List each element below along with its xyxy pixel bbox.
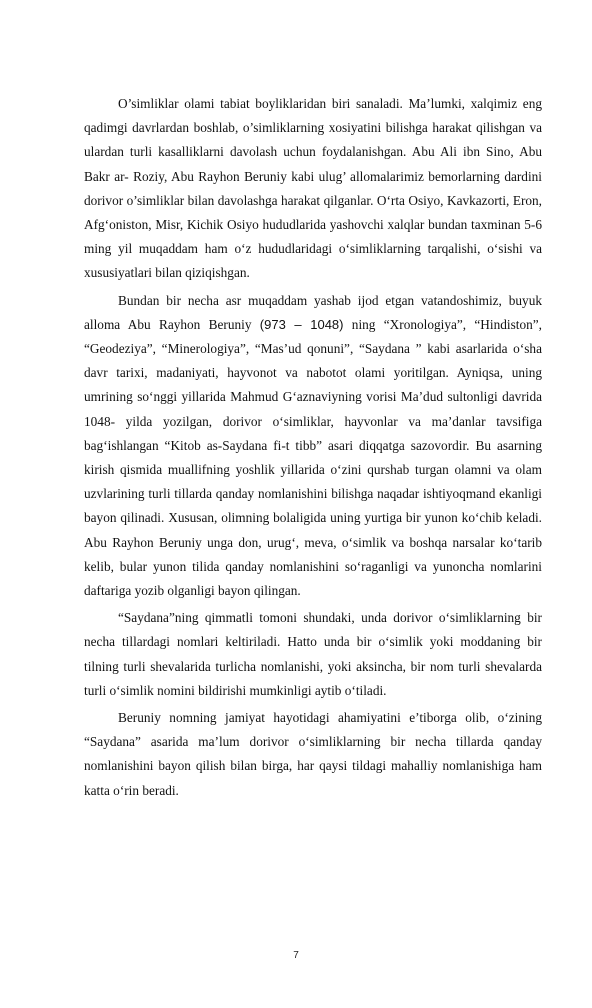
beruniy-years: (973 – 1048)	[259, 316, 344, 332]
paragraph-beruniy-works	[84, 289, 542, 604]
document-body	[84, 92, 542, 803]
paragraph-beruniy-works-rest: ning “Xronologiya”, “Hindiston”, “Geodeziya”, “Minerologiya”, “Mas’ud qonuni”, “Saydana ” kabi asarlarida o‘sha davr tarixi, madaniyati, hayvonot va nabotot olami yoritilgan. Ayniqsa, uning umrining so‘nggi yillarida Mahmud G‘aznaviyning vorisi Ma’dud sultonligi davrida 1048- yilda yozilgan, dorivor o‘simliklar, hayvonlar va ma’danlar tavsifiga bag‘ishlangan “Kitob as-Saydana fi-t tibb” asari diqqatga sazovordir. Bu asarning kirish qismida muallifning yoshlik yillarida o‘zini qurshab turgan olamni va olam uzvlarining turli tillarda qanday nomlanishini bilishga naqadar ishtiyoqmand ekanligi bayon qilinadi. Xususan, olimning bolaligida uning yurtiga bir yunon ko‘chib keladi. Abu Rayhon Beruniy unga don, urug‘, meva, o‘simlik va boshqa narsalar ko‘tarib kelib, bular yunon tilida qanday nomlanishini so‘raganligi va yunoncha nomlarini daftariga yozib olganligi bayon qilingan.	[84, 316, 542, 599]
paragraph-beruniy-naming: Beruniy nomning jamiyat hayotidagi ahamiyatini e’tiborga olib, o‘zining “Saydana” asarida ma’lum dorivor o‘simliklarning bir necha tillarda qanday nomlanishini bayon qilish bilan birga, har qaysi tildagi mahalliy nomlanishiga ham katta o‘rin beradi.	[84, 710, 542, 798]
page-number: 7	[293, 950, 299, 961]
paragraph-saydana-value: “Saydana”ning qimmatli tomoni shundaki, unda dorivor o‘simliklarning bir necha tillardagi nomlari keltiriladi. Hatto unda bir o‘simlik yoki moddaning bir tilning turli shevalarida turlicha nomlanishi, yoki aksincha, bir nom turli shevalarda turli o‘simlik nomini bildirishi mumkinligi aytib o‘tiladi.	[84, 610, 542, 698]
paragraph-beruniy-works-lead: Bundan bir necha asr muqaddam yashab ijod etgan vatandoshimiz, buyuk alloma Abu Rayhon Beruniy	[84, 292, 542, 332]
paragraph-intro: O’simliklar olami tabiat boyliklaridan biri sanaladi. Ma’lumki, xalqimiz eng qadimgi davrlardan boshlab, o’simliklarning xosiyatini bilishga harakat qilishgan va ulardan turli kasalliklarni davolash uchun foydalanishgan. Abu Ali ibn Sino, Abu Bakr ar- Roziy, Abu Rayhon Beruniy kabi ulug’ allomalarimiz bemorlarning dardini dorivor o’simliklar bilan davolashga harakat qilganlar. O‘rta Osiyo, Kavkazorti, Eron, Afg‘oniston, Misr, Kichik Osiyo hududlarida yashovchi xalqlar bundan taxminan 5-6 ming yil muqaddam ham o‘z hududlaridagi o‘simliklarning tarqalishi, o‘sishi va xususiyatlari bilan qiziqishgan.	[84, 96, 542, 281]
